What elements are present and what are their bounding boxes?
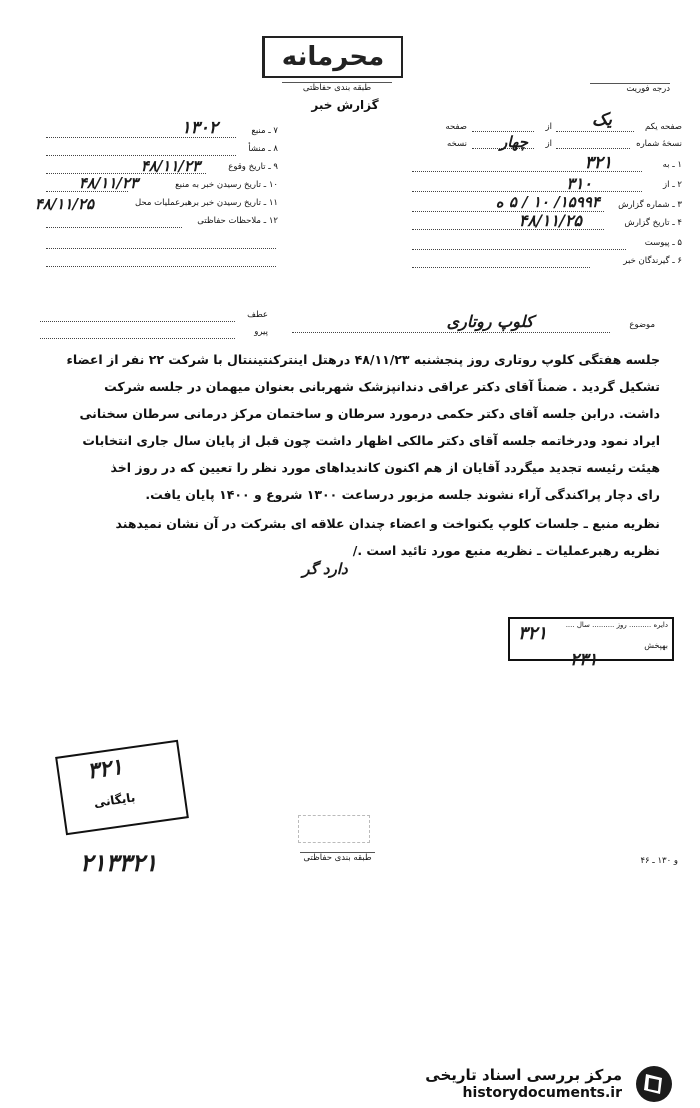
watermark-url: historydocuments.ir <box>462 1085 622 1101</box>
atf-label: عطف <box>247 310 268 320</box>
field-security-notes-label: ۱۲ ـ ملاحظات حفاظتی <box>197 216 278 226</box>
field-from-label: ۲ ـ از <box>663 180 682 190</box>
field-report-date-value: ۴۸/۱۱/۲۵ <box>518 211 582 230</box>
blank-line-1 <box>46 248 276 249</box>
copy-row-label: نسخهٔ شماره <box>636 139 682 149</box>
page-row-from: از <box>545 122 552 132</box>
routing-stamp-handwritten: ۳۲۱ <box>518 623 548 644</box>
field-to-value: ۳۲۱ <box>584 153 612 173</box>
body-line-ops-opinion: نظریه رهبرعملیات ـ نظریه منبع مورد تائید است ./ <box>352 543 660 558</box>
field-attachment-line <box>412 249 626 250</box>
form-right <box>410 110 682 278</box>
classification-stamp-box <box>262 36 403 78</box>
field-security-notes-line <box>46 227 182 228</box>
field-source-label: ۷ ـ منبع <box>251 126 278 136</box>
body-line-6: رای دچار پراکندگی آراء نشوند جلسه مزبور درساعت ۱۳۰۰ شروع و ۱۴۰۰ پایان یافت. <box>145 487 660 502</box>
field-ops-received-date-value: ۴۸/۱۱/۲۵ <box>34 195 94 213</box>
watermark-logo-icon <box>634 1064 674 1104</box>
field-from-line <box>412 191 642 192</box>
field-to-label: ۱ ـ به <box>662 160 682 170</box>
archive-stamp <box>55 740 189 835</box>
field-report-number-value: ۱۵۹۹۴/ ۱۰ / ۵ ه <box>495 193 600 211</box>
blank-line-2 <box>46 266 276 267</box>
body-line-2: تشکیل گردید . ضمناً آقای دکتر عراقی دندانپزشک شهربانی بعنوان میهمان در جلسه شرکت <box>104 379 660 394</box>
copy-row-copy-word: نسخه <box>447 139 467 149</box>
page-row-dots-2 <box>472 131 534 132</box>
archive-extra-number: ۲۱۳۳۲۱ <box>80 848 158 877</box>
subject-line <box>292 332 610 333</box>
field-source-received-date <box>38 174 278 196</box>
classification-level-label: طبقه بندی حفاظتی <box>282 82 392 93</box>
body-line-source-opinion: نظریه منبع ـ جلسات کلوپ یکنواخت و اعضاء چندان علاقه ای بشرکت در آن نشان نمیدهند <box>115 516 660 531</box>
subject-value: کلوپ روتاری <box>446 312 534 331</box>
peyro-line <box>40 338 235 339</box>
classification-stamp-text: محرمانه <box>281 42 385 72</box>
watermark-bar <box>0 1058 700 1105</box>
page-row-label: صفحه یکم <box>645 122 682 132</box>
field-source-value: ۱۳۰۲ <box>181 118 218 138</box>
field-ops-received-date <box>34 195 278 214</box>
body-line-5: هیئت رئیسه تجدید میگردد آقایان از هم اکنون کاندیداهای مورد نظر را تعیین که در روز اخذ <box>110 460 660 475</box>
field-origin-label: ۸ ـ منشأ <box>248 144 278 154</box>
form-left <box>34 118 278 282</box>
field-recipients-label: ۶ ـ گیرندگان خبر <box>623 256 682 266</box>
copy-row <box>410 133 682 153</box>
field-security-notes <box>38 216 278 232</box>
copy-row-dots <box>556 148 630 149</box>
field-source <box>38 118 278 142</box>
bottom-faded-stamp <box>298 815 370 843</box>
body-line-1: جلسه هفتگی کلوپ روتاری روز پنجشنبه ۴۸/۱۱/۲۳ درهتل اینترکنتیننتال با شرکت ۲۲ نفر از اعضاء <box>66 352 660 367</box>
body-line-3: داشت. درابن جلسه آقای دکتر حکمی درمورد سرطان و ساختمان مرکز درمانی سرطان سخنانی <box>79 406 660 421</box>
field-from-value: ۳۱۰ <box>566 174 592 193</box>
field-report-date <box>410 211 682 234</box>
archive-stamp-number: ۳۲۱ <box>85 753 125 785</box>
routing-stamp-handwritten-2: ۲۳۱ <box>570 650 598 670</box>
page-row-page-word: صفحه <box>445 122 467 132</box>
body-line-4: ایراد نمود ودرخاتمه جلسه آقای دکتر مالکی اظهار داشت چون قبل از پایان سال جاری انتخابات <box>82 433 660 448</box>
field-occurrence-date-value: ۴۸/۱۱/۲۳ <box>140 157 200 175</box>
page-row <box>410 110 682 136</box>
peyro-label: پیرو <box>254 327 268 337</box>
report-title: گزارش خبر <box>311 98 379 112</box>
subject-label: موضوع <box>629 320 655 330</box>
field-occurrence-date-label: ۹ ـ تاریخ وقوع <box>228 162 278 172</box>
signature-note: دارد گر <box>302 560 348 578</box>
archive-stamp-word: بایگانی <box>92 790 137 810</box>
copy-row-value: چهار <box>499 133 528 151</box>
priority-label: درجه فوریت <box>590 83 670 94</box>
bottom-classification-label: طبقه بندی حفاظتی <box>300 852 375 863</box>
field-report-number-label: ۳ ـ شماره گزارش <box>618 200 682 210</box>
page-row-dots <box>556 131 634 132</box>
routing-stamp-line2: بهپخش <box>644 641 668 650</box>
field-attachment <box>410 238 682 254</box>
field-source-received-date-value: ۴۸/۱۱/۲۳ <box>78 174 138 192</box>
field-recipients <box>410 256 682 272</box>
atf-line <box>40 321 235 322</box>
form-code: و ۱۳۰ ـ ۴۶ <box>640 856 678 866</box>
field-recipients-line <box>412 267 590 268</box>
field-occurrence-date <box>38 157 278 178</box>
field-ops-received-date-label: ۱۱ ـ تاریخ رسیدن خبر برهبرعملیات محل <box>135 198 278 208</box>
field-to <box>410 153 682 176</box>
page-row-value: یک <box>592 110 612 130</box>
routing-stamp-line1: دایره .......... روز .......... سال .... <box>565 621 668 629</box>
watermark-title: مرکز بررسی اسناد تاریخی <box>425 1066 622 1084</box>
field-report-date-label: ۴ ـ تاریخ گزارش <box>624 218 682 228</box>
field-attachment-label: ۵ ـ پیوست <box>644 238 682 248</box>
copy-row-from: از <box>545 139 552 149</box>
field-origin-line <box>46 155 236 156</box>
field-source-received-date-label: ۱۰ ـ تاریخ رسیدن خبر به منبع <box>175 180 278 190</box>
